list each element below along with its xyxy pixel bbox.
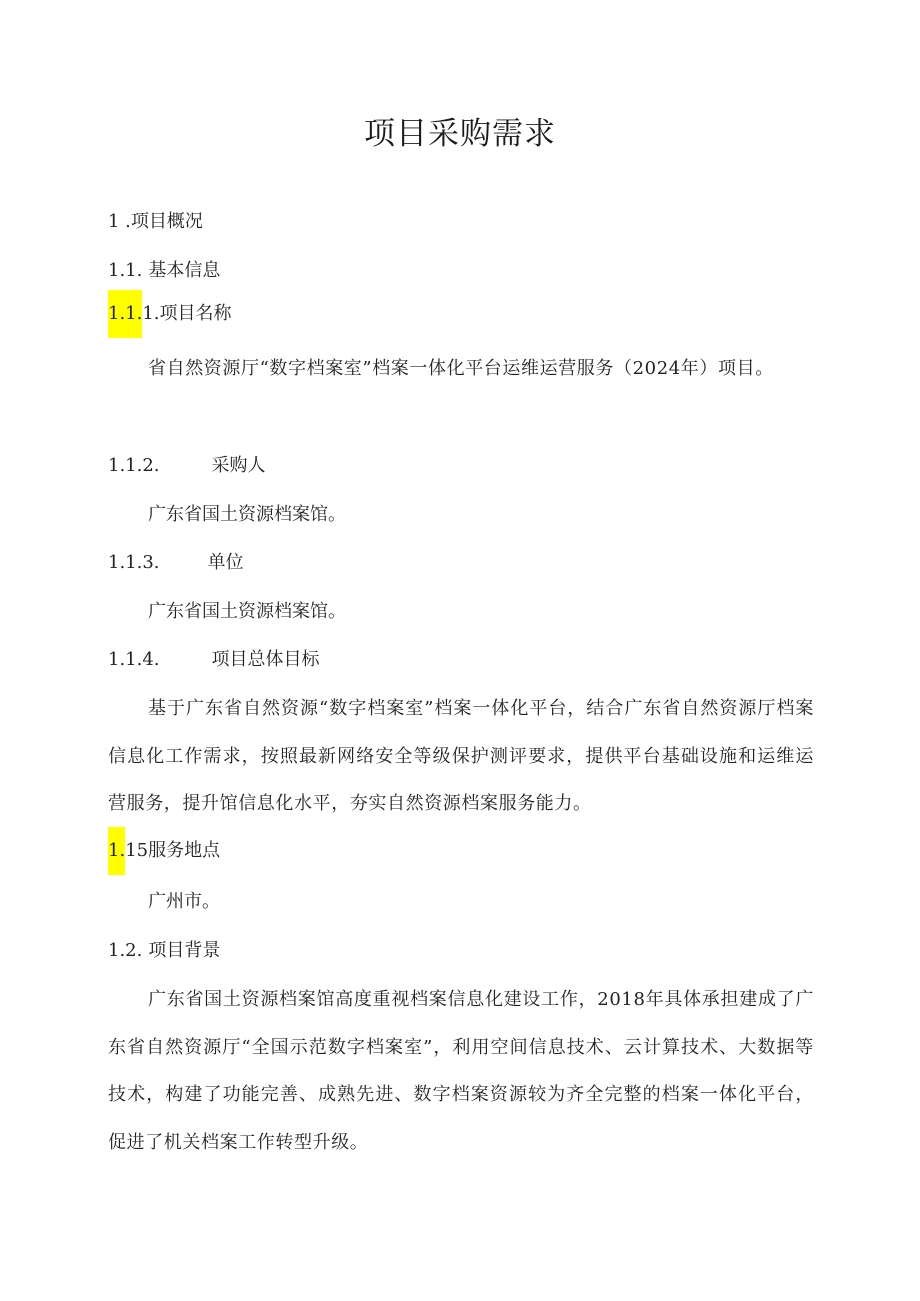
heading-section-1-1-2 <box>108 451 266 481</box>
page-title: 项目采购需求 <box>364 116 556 152</box>
heading-label: 单位 <box>207 552 244 573</box>
heading-number: 1.1. <box>108 260 143 281</box>
heading-number: 1 . <box>108 211 131 232</box>
paragraph-unit: 广东省国土资源档案馆。 <box>148 601 346 622</box>
heading-section-1-2 <box>108 936 220 966</box>
heading-number: 1.1.3. <box>108 552 160 573</box>
paragraph-overall-goal: 基于广东省自然资源“数字档案室”档案一体化平台，结合广东省自然资源厅档案信息化工作需求，按照最新网络安全等级保护测评要求，提供平台基础设施和运维运营服务，提升馆信息化水平，夯实自然资源档案服务能力。 <box>108 698 814 814</box>
heading-section-1 <box>108 207 203 237</box>
heading-label: 服务地点 <box>148 840 221 861</box>
heading-section-1-1-4 <box>108 645 320 675</box>
heading-number: 1.1.4. <box>108 649 160 670</box>
heading-section-1-1 <box>108 256 220 286</box>
heading-label: 项目名称 <box>159 303 232 324</box>
heading-section-1-1-3 <box>108 548 244 578</box>
highlighted-number: 1.1. <box>108 290 142 338</box>
highlighted-number: 1. <box>108 827 125 875</box>
heading-label: 基本信息 <box>148 260 221 281</box>
heading-number: 1.1.2. <box>108 455 160 476</box>
heading-section-1-1-5 <box>108 827 220 875</box>
heading-number-rest: 1. <box>142 303 160 324</box>
heading-label: 项目概况 <box>130 211 203 232</box>
paragraph-purchaser: 广东省国土资源档案馆。 <box>148 504 346 525</box>
paragraph-background: 广东省国土资源档案馆高度重视档案信息化建设工作，2018年具体承担建成了广东省自然资源厅“全国示范数字档案室”，利用空间信息技术、云计算技术、大数据等技术，构建了功能完善、成熟先进、数字档案资源较为齐全完整的档案一体化平台，促进了机关档案工作转型升级。 <box>108 989 814 1153</box>
heading-number: 1.2. <box>108 940 143 961</box>
heading-section-1-1-1 <box>108 290 232 338</box>
heading-label: 采购人 <box>211 455 266 476</box>
paragraph-service-location: 广州市。 <box>148 891 220 912</box>
heading-label: 项目总体目标 <box>211 649 320 670</box>
paragraph-project-name: 省自然资源厅“数字档案室”档案一体化平台运维运营服务（2024年）项目。 <box>148 358 774 379</box>
heading-label: 项目背景 <box>148 940 221 961</box>
heading-number-rest: 15 <box>125 840 149 861</box>
